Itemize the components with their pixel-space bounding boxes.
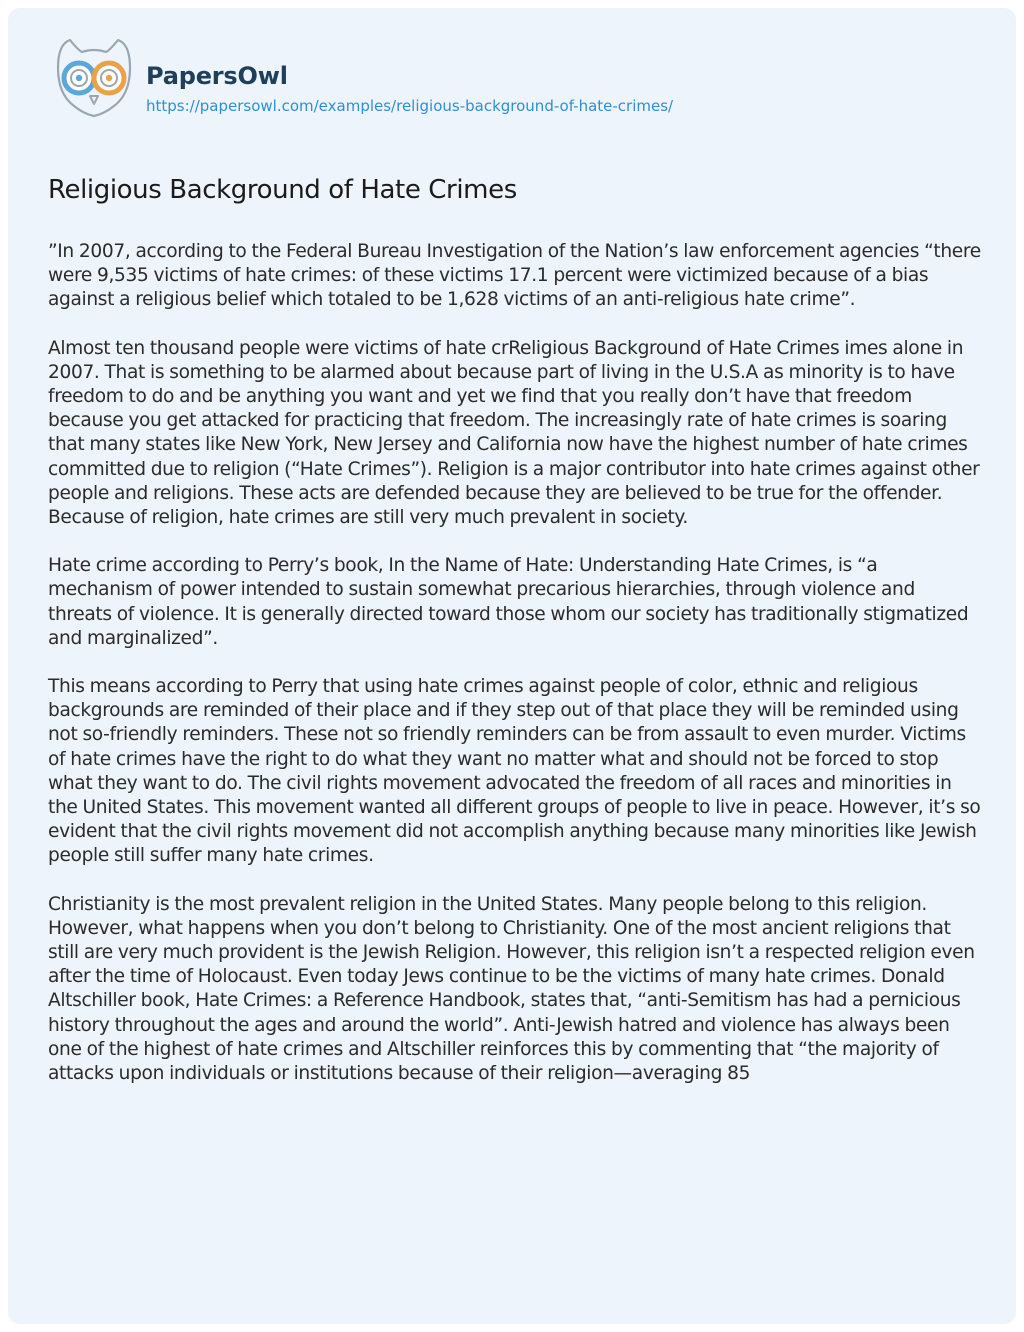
document-card bbox=[8, 8, 1016, 1324]
article-body bbox=[48, 240, 983, 1110]
article-paragraph: Almost ten thousand people were victims of hate crReligious Background of Hate Crimes imes alone in 2007. That is something to be alarmed about because part of living in the U.S.A as minority is to have freedom to do and be anything you want and yet we find that you really don’t have that freedom because you get attacked for practicing that freedom. The increasingly rate of hate crimes is soaring that many states like New York, New Jersey and California now have the highest number of hate crimes committed due to religion (“Hate Crimes”). Religion is a major contributor into hate crimes against other people and religions. These acts are defended because they are believed to be true for the offender. Because of religion, hate crimes are still very much prevalent in society. bbox=[48, 337, 980, 529]
article-title: Religious Background of Hate Crimes bbox=[48, 175, 517, 205]
article-paragraph: ”In 2007, according to the Federal Bureau Investigation of the Nation’s law enforcement agencies “there were 9,535 victims of hate crimes: of these victims 17.1 percent were victimized because of a bias against a religious belief which totaled to be 1,628 victims of an anti-religious hate crime”. bbox=[48, 241, 981, 311]
article-paragraph: Hate crime according to Perry’s book, In the Name of Hate: Understanding Hate Crimes, is “a mechanism of power intended to sustain somewhat precarious hierarchies, through violence and threats of violence. It is generally directed toward those whom our society has traditionally stigmatized and marginalized”. bbox=[48, 555, 969, 649]
brand-header bbox=[48, 38, 673, 118]
brand-name[interactable]: PapersOwl bbox=[146, 62, 288, 90]
article-paragraph: This means according to Perry that using hate crimes against people of color, ethnic and religious backgrounds are reminded of their place and if they step out of that place they will be reminded using not so-friendly reminders. These not so friendly reminders can be from assault to even murder. Victims of hate crimes have the right to do what they want no matter what and should not be forced to stop what they want to do. The civil rights movement advocated the freedom of all races and minorities in the United States. This movement wanted all different groups of people to live in peace. However, it’s so evident that the civil rights movement did not accomplish anything because many minorities like Jewish people still suffer many hate crimes. bbox=[48, 676, 981, 867]
owl-logo-icon bbox=[48, 38, 140, 118]
article-paragraph: Christianity is the most prevalent religion in the United States. Many people belong to this religion. However, what happens when you don’t belong to Christianity. One of the most ancient religions that still are very much provident is the Jewish Religion. However, this religion isn’t a respected religion even after the time of Holocaust. Even today Jews continue to be the victims of many hate crimes. Donald Altschiller book, Hate Crimes: a Reference Handbook, states that, “anti-Semitism has had a pernicious history throughout the ages and around the world”. Anti-Jewish hatred and violence has always been one of the highest of hate crimes and Altschiller reinforces this by commenting that “the majority of attacks upon individuals or institutions because of their religion—averaging 85 bbox=[48, 893, 975, 1085]
source-url-link[interactable]: https://papersowl.com/examples/religious-background-of-hate-crimes/ bbox=[146, 97, 674, 115]
brand-text bbox=[146, 38, 673, 116]
